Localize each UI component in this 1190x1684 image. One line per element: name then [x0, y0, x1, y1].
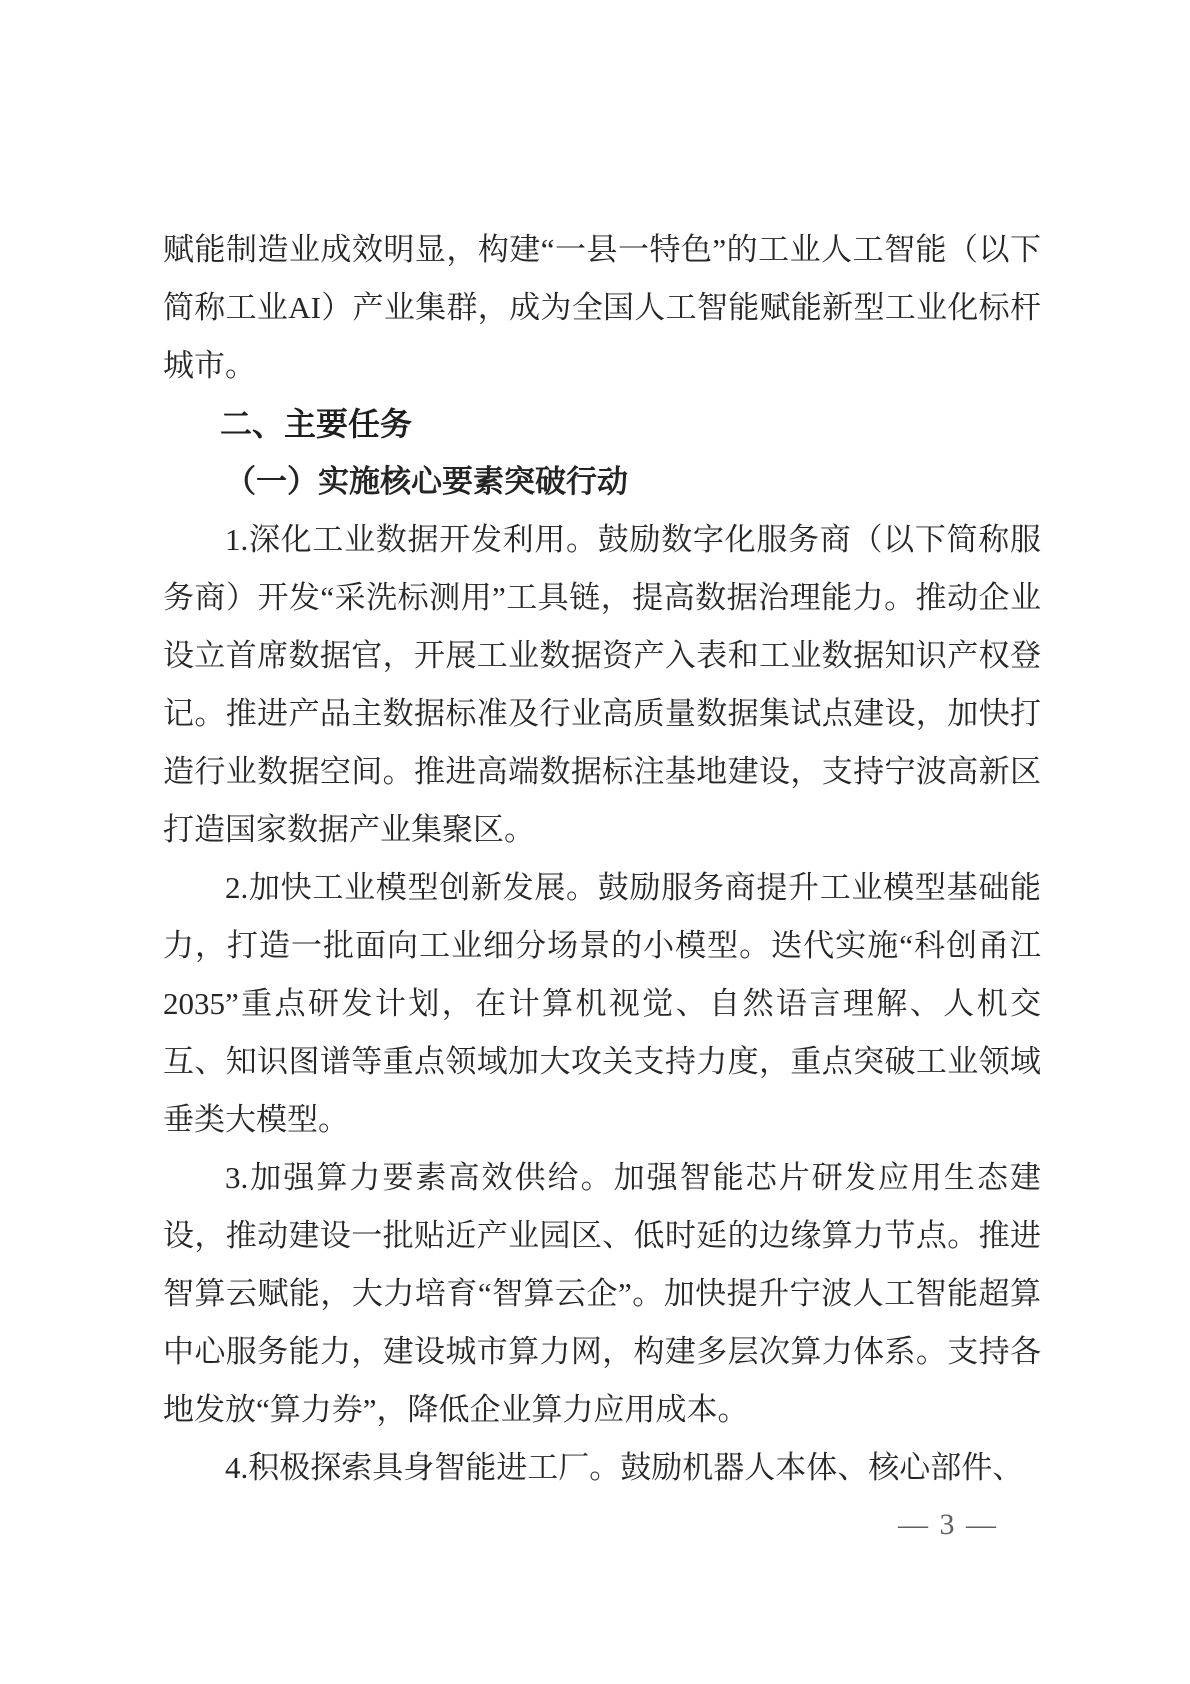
subsection-heading-core-elements: （一）实施核心要素突破行动 [225, 464, 628, 499]
task-paragraph-3-computing-power: 3.加强算力要素高效供给。加强智能芯片研发应用生态建设，推动建设一批贴近产业园区、低时延的边缘算力节点。推进智算云赋能，大力培育“智算云企”。加快提升宁波人工智能超算中心服务能力，建设城市算力网，构建多层次算力体系。支持各地发放“算力券”，降低企业算力应用成本。 [163, 1160, 1041, 1427]
task-paragraph-4-embodied-ai: 4.积极探索具身智能进工厂。鼓励机器人本体、核心部件、 [225, 1450, 1024, 1485]
section-heading-main-tasks: 二、主要任务 [220, 406, 413, 442]
task-paragraph-2-industrial-models: 2.加快工业模型创新发展。鼓励服务商提升工业模型基础能力，打造一批面向工业细分场景的小模型。迭代实施“科创甬江2035”重点研发计划，在计算机视觉、自然语言理解、人机交互、知识图谱等重点领域加大攻关支持力度，重点突破工业领域垂类大模型。 [163, 870, 1041, 1137]
page-number: — 3 — [898, 1508, 998, 1541]
continuation-paragraph: 赋能制造业成效明显，构建“一县一特色”的工业人工智能（以下简称工业AI）产业集群，成为全国人工智能赋能新型工业化标杆城市。 [163, 232, 1042, 383]
task-paragraph-1-industrial-data: 1.深化工业数据开发利用。鼓励数字化服务商（以下简称服务商）开发“采洗标测用”工具链，提高数据治理能力。推动企业设立首席数据官，开展工业数据资产入表和工业数据知识产权登记。推进产品主数据标准及行业高质量数据集试点建设，加快打造行业数据空间。推进高端数据标注基地建设，支持宁波高新区打造国家数据产业集聚区。 [163, 522, 1042, 847]
document-body [163, 221, 1041, 1497]
